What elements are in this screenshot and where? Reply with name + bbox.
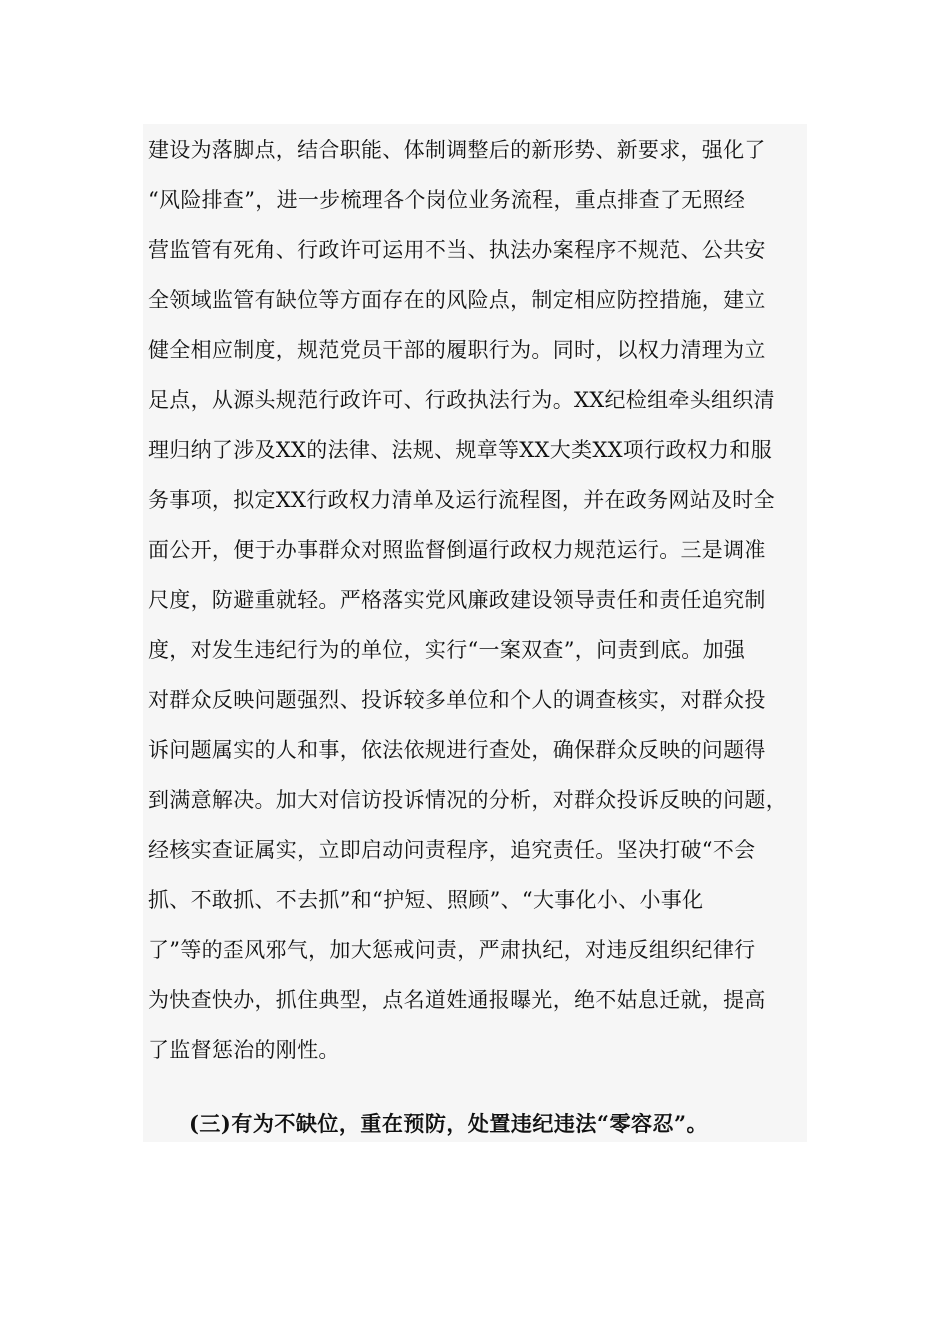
paragraph-line: 营监管有死角、行政许可运用不当、执法办案程序不规范、公共安 xyxy=(148,238,766,262)
paragraph-line: 度，对发生违纪行为的单位，实行“一案双查”，问责到底。加强 xyxy=(148,638,746,662)
paragraph-line: 足点，从源头规范行政许可、行政执法行为。XX纪检组牵头组织清 xyxy=(148,388,775,412)
document-text-block xyxy=(143,124,807,1142)
paragraph-line: 经核实查证属实，立即启动问责程序，追究责任。坚决打破“不会 xyxy=(148,838,756,862)
section-heading: (三)有为不缺位，重在预防，处置违纪违法“零容忍”。 xyxy=(189,1111,709,1136)
paragraph-line: 理归纳了涉及XX的法律、法规、规章等XX大类XX项行政权力和服 xyxy=(148,438,772,462)
paragraph-line: 抓、不敢抓、不去抓”和“护短、照顾”、“大事化小、小事化 xyxy=(148,888,704,912)
paragraph-line: “风险排查”，进一步梳理各个岗位业务流程，重点排查了无照经 xyxy=(148,188,746,212)
paragraph-line: 尺度，防避重就轻。严格落实党风廉政建设领导责任和责任追究制 xyxy=(148,588,766,612)
paragraph-line: 对群众反映问题强烈、投诉较多单位和个人的调查核实，对群众投 xyxy=(148,688,766,712)
paragraph-line: 面公开，便于办事群众对照监督倒逼行政权力规范运行。三是调准 xyxy=(148,538,766,562)
paragraph-line: 了”等的歪风邪气，加大惩戒问责，严肃执纪，对违反组织纪律行 xyxy=(148,938,756,962)
paragraph-line: 全领域监管有缺位等方面存在的风险点，制定相应防控措施，建立 xyxy=(148,288,766,312)
paragraph-line: 为快查快办，抓住典型，点名道姓通报曝光，绝不姑息迁就，提高 xyxy=(148,988,766,1012)
paragraph-line: 到满意解决。加大对信访投诉情况的分析，对群众投诉反映的问题， xyxy=(148,788,787,812)
paragraph-line: 了监督惩治的刚性。 xyxy=(148,1038,340,1062)
paragraph-line: 健全相应制度，规范党员干部的履职行为。同时，以权力清理为立 xyxy=(148,338,766,362)
paragraph-line: 建设为落脚点，结合职能、体制调整后的新形势、新要求，强化了 xyxy=(148,138,766,162)
paragraph-line: 诉问题属实的人和事，依法依规进行查处，确保群众反映的问题得 xyxy=(148,738,766,762)
paragraph-line: 务事项，拟定XX行政权力清单及运行流程图，并在政务网站及时全 xyxy=(148,488,775,512)
